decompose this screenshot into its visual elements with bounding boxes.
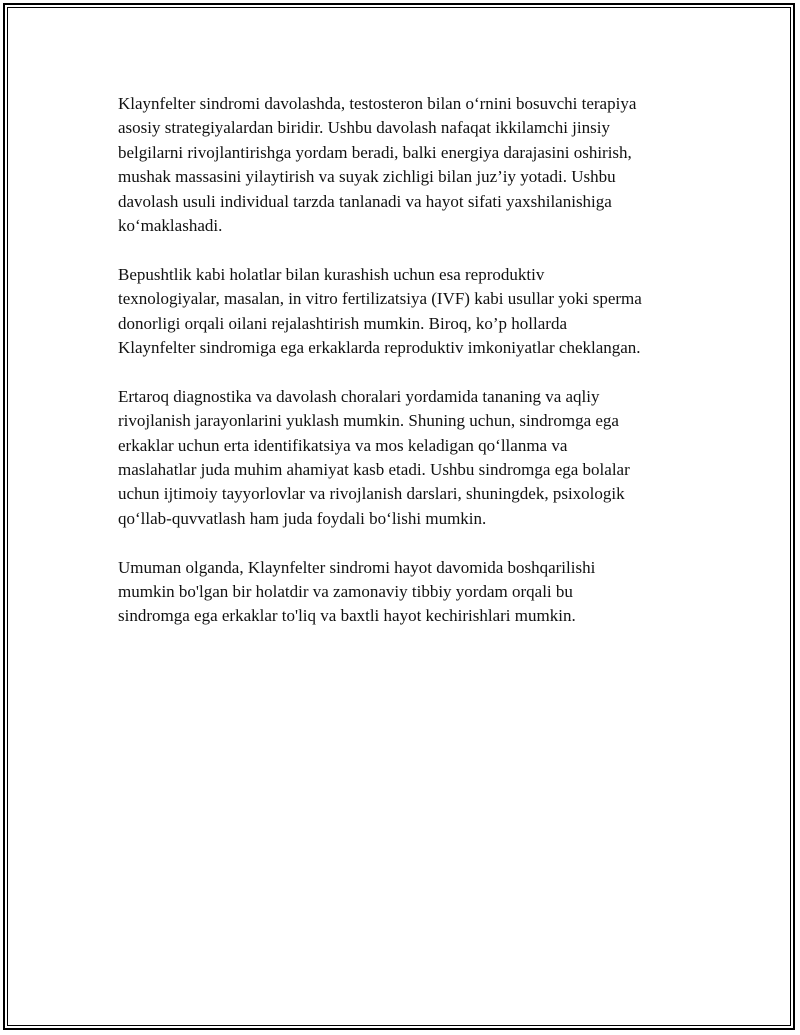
paragraph-conclusion: Umuman olganda, Klaynfelter sindromi hayot davomida boshqarilishi mumkin bo'lgan bir holatdir va zamonaviy tibbiy yordam orqali bu sindromga ega erkaklar to'liq va baxtli hayot kechirishlari mumkin. (118, 557, 596, 626)
paragraph-infertility: Bepushtlik kabi holatlar bilan kurashish uchun esa reproduktiv texnologiyalar, masalan, in vitro fertilizatsiya (IVF) kabi usullar yoki sperma donorligi orqali oilani rejalashtirish mumkin. Biroq, ko’p hollarda Klaynfelter sindromiga ega erkaklarda reproduktiv imkoniyatlar cheklangan. (118, 264, 642, 358)
paragraph-early-diagnosis: Ertaroq diagnostika va davolash choralari yordamida tananing va aqliy rivojlanish jarayonlarini yuklash mumkin. Shuning uchun, sindromga ega erkaklar uchun erta identifikatsiya va mos keladigan qo‘llanma va maslahatlar juda muhim ahamiyat kasb etadi. Ushbu sindromga ega bolalar uchun ijtimoiy tayyorlovlar va rivojlanish darslari, shuningdek, psixologik qo‘llab-quvvatlash ham juda foydali bo‘lishi mumkin. (118, 386, 630, 528)
paragraph-testosterone-therapy: Klaynfelter sindromi davolashda, testosteron bilan o‘rnini bosuvchi terapiya asosiy strategiyalardan biridir. Ushbu davolash nafaqat ikkilamchi jinsiy belgilarni rivojlantirishga yordam beradi, balki energiya darajasini oshirish, mushak massasini yilaytirish va suyak zichligi bilan juz’iy yotadi. Ushbu davolash usuli individual tarzda tanlanadi va hayot sifati yaxshilanishiga ko‘maklashadi. (118, 94, 637, 236)
document-body (118, 92, 698, 653)
